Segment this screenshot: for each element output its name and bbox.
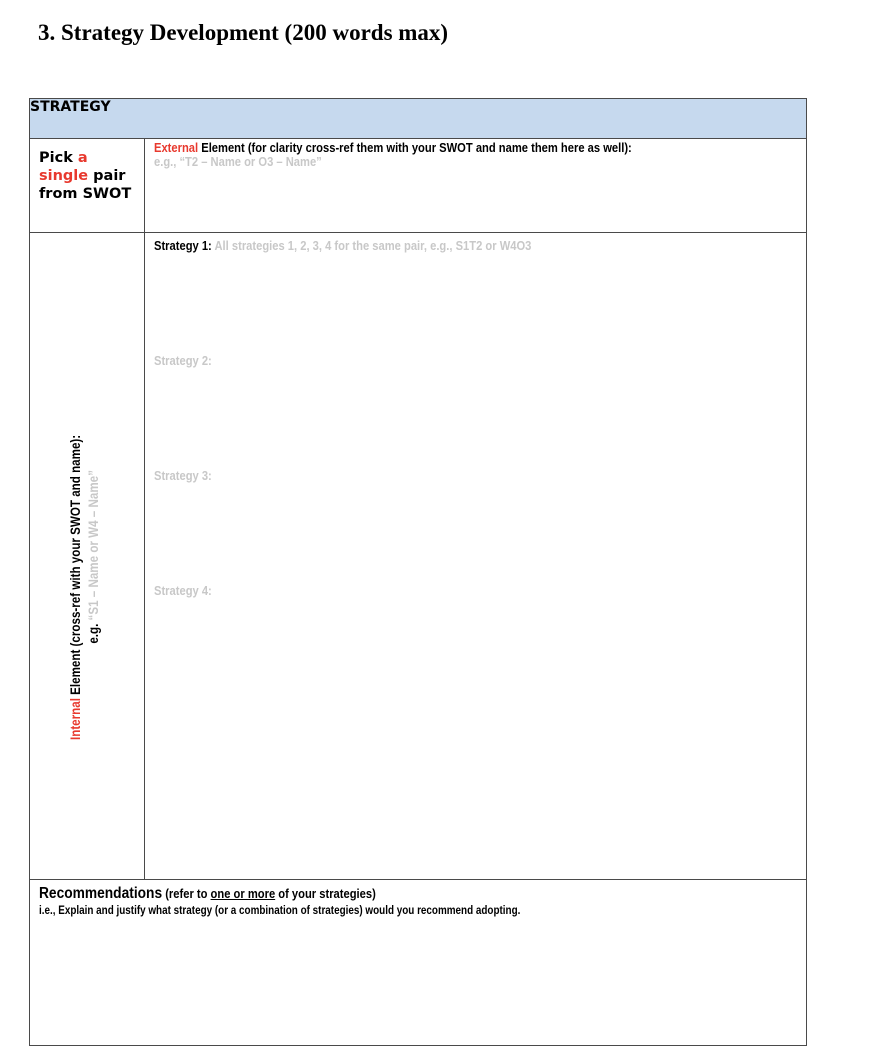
internal-label-wrap [30,233,145,879]
recommendations-note-underlined: one or more [210,886,276,901]
strategies-row [30,233,807,880]
strategy-2-label: Strategy 2: [154,353,212,368]
recommendations-title: Recommendations [39,885,163,902]
strategy-4-label: Strategy 4: [154,583,212,598]
recommendations-row [30,880,807,1046]
strategy-3-label: Strategy 3: [154,468,212,483]
pair-row [30,139,807,233]
internal-example-prefix: e.g. [86,620,101,644]
internal-example-line [85,435,103,740]
internal-text: Element (cross-ref with your SWOT and name): [68,434,83,699]
pick-prefix: Pick [39,150,78,166]
pick-pair-cell [30,139,145,233]
strategy-3 [154,468,221,483]
pick-highlight: a single [39,150,89,184]
strategy-1-label: Strategy 1: [154,238,212,253]
recommendations-instruction-row [39,903,798,919]
recommendations-note-prefix: (refer to [162,886,211,901]
pick-suffix: pair from SWOT [39,168,132,202]
internal-vertical-label [67,385,103,740]
recommendations-heading [39,885,798,903]
strategy-1-line [154,238,531,253]
table-header-strategy: STRATEGY [30,99,807,139]
recommendations-heading-line [39,885,376,903]
page-title: 3. Strategy Development (200 words max) [38,20,449,45]
recommendations-cell[interactable] [30,880,807,1046]
strategies-cell[interactable] [145,233,807,880]
external-example: e.g., “T2 – Name or O3 – Name” [154,154,322,169]
strategy-4 [154,583,221,598]
strategy-table [29,98,807,1046]
strategy-2 [154,353,221,368]
internal-label-line [67,435,85,740]
external-element-cell[interactable] [145,139,807,233]
strategy-1 [154,238,593,253]
recommendations-instruction: i.e., Explain and justify what strategy (or a combination of strategies) would you recommend adopting. [39,905,521,917]
table-header-row [30,99,807,139]
internal-highlight: Internal [68,698,83,740]
internal-example: “S1 – Name or W4 – Name” [86,470,101,621]
external-highlight: External [154,140,199,155]
internal-element-cell[interactable] [30,233,145,880]
recommendations-note-suffix: of your strategies) [275,886,376,901]
strategy-1-hint: All strategies 1, 2, 3, 4 for the same pair, e.g., S1T2 or W4O3 [211,238,532,253]
external-text: Element (for clarity cross-ref them with your SWOT and name them here as well): [198,140,632,155]
external-label [154,141,632,155]
